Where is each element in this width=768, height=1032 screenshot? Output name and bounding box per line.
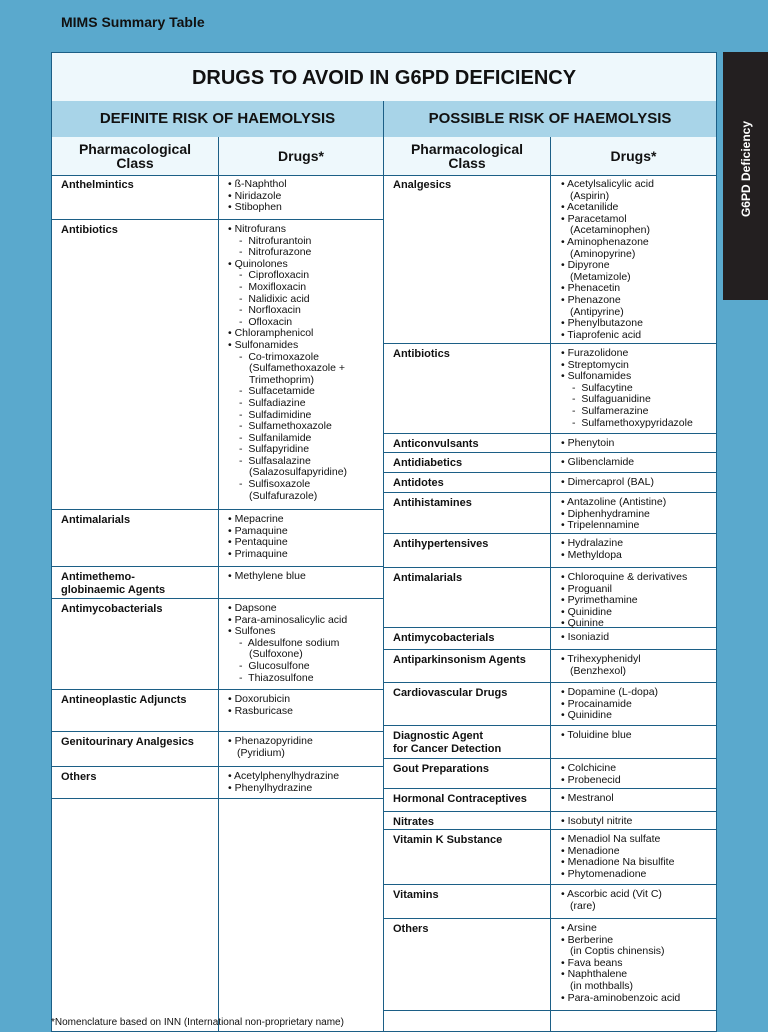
pharmacological-class: Gout Preparations bbox=[393, 763, 489, 775]
drug-item: • Fava beans bbox=[561, 958, 717, 970]
drug-list bbox=[561, 763, 717, 786]
pharmacological-class: Antimalarials bbox=[393, 572, 463, 584]
drug-item: - Sulfamethoxazole bbox=[228, 421, 388, 433]
drug-item: • Quinine bbox=[561, 618, 717, 630]
drug-item: • Furazolidone bbox=[561, 348, 717, 360]
drug-list bbox=[228, 603, 388, 684]
drug-list bbox=[228, 571, 388, 583]
table-row bbox=[384, 830, 716, 885]
drug-item: • Proguanil bbox=[561, 584, 717, 596]
drug-list bbox=[561, 348, 717, 429]
drug-item: - Sulfamethoxypyridazole bbox=[561, 418, 717, 430]
drug-item: • Streptomycin bbox=[561, 360, 717, 372]
table-row bbox=[52, 175, 383, 220]
table-row bbox=[384, 568, 716, 628]
drug-list bbox=[228, 224, 388, 502]
drug-list bbox=[228, 736, 388, 759]
section-tab[interactable] bbox=[723, 52, 768, 300]
drug-item: - Sulfadimidine bbox=[228, 410, 388, 422]
drug-item: • Mepacrine bbox=[228, 514, 388, 526]
drug-item: • Stibophen bbox=[228, 202, 388, 214]
drug-item: • Nitrofurans bbox=[228, 224, 388, 236]
table-row bbox=[384, 628, 716, 650]
drug-item: (Sulfafurazole) bbox=[249, 489, 318, 502]
drug-item: (in Coptis chinensis) bbox=[570, 945, 665, 958]
drug-item: - Ciprofloxacin bbox=[228, 270, 388, 282]
table-row bbox=[384, 919, 716, 1011]
drug-item: • Pyrimethamine bbox=[561, 595, 717, 607]
drug-item: • Procainamide bbox=[561, 699, 717, 711]
drug-item: • Paracetamol bbox=[561, 214, 717, 226]
drug-list bbox=[561, 457, 717, 469]
table-row bbox=[384, 344, 716, 434]
drug-list bbox=[561, 477, 717, 489]
drug-item: • Quinolones bbox=[228, 259, 388, 271]
possible-drugs-header: Drugs* bbox=[551, 137, 716, 176]
drug-list bbox=[561, 538, 717, 561]
drug-list bbox=[561, 793, 717, 805]
drug-list bbox=[561, 687, 717, 722]
drug-item: (Antipyrine) bbox=[570, 305, 624, 318]
pharmacological-class: Antidotes bbox=[393, 477, 444, 489]
pharmacological-class: Antihistamines bbox=[393, 497, 472, 509]
drug-item: (Salazosulfapyridine) bbox=[249, 466, 348, 479]
drug-item: • Acetylsalicylic acid bbox=[561, 179, 717, 191]
table-row bbox=[384, 534, 716, 568]
table-row bbox=[384, 650, 716, 683]
pharmacological-class: Antimalarials bbox=[61, 514, 131, 526]
table-row bbox=[52, 767, 383, 799]
pharmacological-class: Vitamins bbox=[393, 889, 439, 901]
drug-list bbox=[228, 514, 388, 560]
drug-item: • Glibenclamide bbox=[561, 457, 717, 469]
table-row bbox=[384, 493, 716, 534]
drug-item: • Sulfones bbox=[228, 626, 388, 638]
table-row bbox=[384, 683, 716, 726]
table-row bbox=[52, 599, 383, 690]
drug-item: • Phenazone bbox=[561, 295, 717, 307]
drug-item: • Naphthalene bbox=[561, 969, 717, 981]
drug-item: - Sulfadiazine bbox=[228, 398, 388, 410]
table-title: DRUGS TO AVOID IN G6PD DEFICIENCY bbox=[52, 53, 716, 102]
drug-list bbox=[561, 730, 717, 742]
drug-item: (Aspirin) bbox=[570, 189, 610, 202]
drug-item: • Acetanilide bbox=[561, 202, 717, 214]
pharmacological-class: Vitamin K Substance bbox=[393, 834, 503, 846]
table-row bbox=[52, 567, 383, 599]
drug-item: • Methylene blue bbox=[228, 571, 388, 583]
drug-item: • Phenylhydrazine bbox=[228, 783, 388, 795]
pharmacological-class: Antimethemo- globinaemic Agents bbox=[61, 571, 166, 596]
drug-list bbox=[561, 497, 717, 532]
table-row bbox=[384, 175, 716, 344]
header-label: MIMS Summary Table bbox=[61, 14, 205, 30]
table-row bbox=[384, 759, 716, 789]
drug-list bbox=[561, 923, 717, 1004]
pharmacological-class: Anticonvulsants bbox=[393, 438, 479, 450]
drug-item: • Rasburicase bbox=[228, 706, 388, 718]
table-row bbox=[52, 220, 383, 510]
drug-list bbox=[561, 834, 717, 880]
drug-item: - Sulfanilamide bbox=[228, 433, 388, 445]
drug-item: (Acetaminophen) bbox=[570, 224, 650, 237]
drug-item: • Dimercaprol (BAL) bbox=[561, 477, 717, 489]
drug-list bbox=[561, 889, 717, 912]
drug-item: (Metamizole) bbox=[570, 270, 631, 283]
drug-item: (Sulfoxone) bbox=[249, 648, 303, 661]
definite-drugs-header: Drugs* bbox=[219, 137, 383, 176]
drug-item: • Chloramphenicol bbox=[228, 328, 388, 340]
drug-item: - Nitrofurantoin bbox=[228, 236, 388, 248]
pharmacological-class: Antibiotics bbox=[393, 348, 450, 360]
drug-item: (Pyridium) bbox=[237, 746, 285, 759]
section-tab-label: G6PD Deficiency bbox=[739, 120, 753, 218]
drug-item: - Co-trimoxazole bbox=[228, 352, 388, 364]
drug-item: • Primaquine bbox=[228, 549, 388, 561]
drug-item: • Phytomenadione bbox=[561, 869, 717, 881]
drug-item: • Dopamine (L-dopa) bbox=[561, 687, 717, 699]
drug-item: • Berberine bbox=[561, 935, 717, 947]
drug-item: • Mestranol bbox=[561, 793, 717, 805]
drug-item: • Isobutyl nitrite bbox=[561, 816, 717, 828]
drug-item: • Dipyrone bbox=[561, 260, 717, 272]
drug-item: • Niridazole bbox=[228, 191, 388, 203]
drug-list bbox=[228, 694, 388, 717]
drug-item: • Para-aminobenzoic acid bbox=[561, 993, 717, 1005]
table-row bbox=[52, 510, 383, 567]
drug-item: • Quinidine bbox=[561, 607, 717, 619]
drug-item: - Sulfapyridine bbox=[228, 444, 388, 456]
drug-item: • Sulfonamides bbox=[228, 340, 388, 352]
drug-item: • Ascorbic acid (Vit C) bbox=[561, 889, 717, 901]
table-row bbox=[384, 885, 716, 919]
drug-item: - Nitrofurazone bbox=[228, 247, 388, 259]
pharmacological-class: Antidiabetics bbox=[393, 457, 463, 469]
table-row bbox=[384, 473, 716, 493]
pharmacological-class: Antihypertensives bbox=[393, 538, 489, 550]
drug-item: • Tiaprofenic acid bbox=[561, 330, 717, 342]
drug-item: • Antazoline (Antistine) bbox=[561, 497, 717, 509]
drug-item: - Sulfamerazine bbox=[561, 406, 717, 418]
pharmacological-class: Antiparkinsonism Agents bbox=[393, 654, 526, 666]
drug-item: • Colchicine bbox=[561, 763, 717, 775]
drug-item: Trimethoprim) bbox=[249, 373, 314, 386]
table-row bbox=[384, 812, 716, 830]
drug-item: • ß-Naphthol bbox=[228, 179, 388, 191]
pharmacological-class: Antimycobacterials bbox=[61, 603, 163, 615]
drug-item: • Pamaquine bbox=[228, 526, 388, 538]
drug-list bbox=[228, 771, 388, 794]
drug-item: - Glucosulfone bbox=[228, 661, 388, 673]
drug-item: • Diphenhydramine bbox=[561, 509, 717, 521]
pharmacological-class: Antineoplastic Adjuncts bbox=[61, 694, 187, 706]
pharmacological-class: Hormonal Contraceptives bbox=[393, 793, 527, 805]
drug-item: • Quinidine bbox=[561, 710, 717, 722]
pharmacological-class: Others bbox=[393, 923, 429, 935]
drug-table bbox=[51, 52, 717, 1032]
drug-item: - Sulfacytine bbox=[561, 383, 717, 395]
drug-list bbox=[561, 654, 717, 677]
drug-item: - Moxifloxacin bbox=[228, 282, 388, 294]
drug-item: • Probenecid bbox=[561, 775, 717, 787]
drug-item: (rare) bbox=[570, 899, 596, 912]
drug-item: • Dapsone bbox=[228, 603, 388, 615]
pharmacological-class: Others bbox=[61, 771, 97, 783]
drug-item: • Toluidine blue bbox=[561, 730, 717, 742]
drug-item: • Phenytoin bbox=[561, 438, 717, 450]
drug-item: • Phenazopyridine bbox=[228, 736, 388, 748]
table-row bbox=[384, 726, 716, 759]
drug-item: - Sulfacetamide bbox=[228, 386, 388, 398]
drug-item: • Phenylbutazone bbox=[561, 318, 717, 330]
drug-item: (Aminopyrine) bbox=[570, 247, 636, 260]
drug-list bbox=[228, 179, 388, 214]
pharmacological-class: Analgesics bbox=[393, 179, 452, 191]
drug-list bbox=[561, 632, 717, 644]
drug-item: • Menadione bbox=[561, 846, 717, 858]
drug-item: • Doxorubicin bbox=[228, 694, 388, 706]
possible-class-header: Pharmacological Class bbox=[384, 137, 550, 176]
pharmacological-class: Anthelmintics bbox=[61, 179, 134, 191]
drug-item: (Benzhexol) bbox=[570, 664, 627, 677]
drug-list bbox=[561, 816, 717, 828]
drug-item: • Tripelennamine bbox=[561, 520, 717, 532]
possible-risk-heading: POSSIBLE RISK OF HAEMOLYSIS bbox=[384, 101, 716, 138]
drug-item: • Aminophenazone bbox=[561, 237, 717, 249]
drug-list bbox=[561, 179, 717, 341]
drug-item: • Isoniazid bbox=[561, 632, 717, 644]
pharmacological-class: Genitourinary Analgesics bbox=[61, 736, 194, 748]
drug-item: • Para-aminosalicylic acid bbox=[228, 615, 388, 627]
drug-item: - Sulfisoxazole bbox=[228, 479, 388, 491]
table-row bbox=[384, 434, 716, 453]
pharmacological-class: Nitrates bbox=[393, 816, 434, 828]
table-row bbox=[52, 690, 383, 732]
pharmacological-class: Antimycobacterials bbox=[393, 632, 495, 644]
drug-list bbox=[561, 572, 717, 630]
definite-risk-heading: DEFINITE RISK OF HAEMOLYSIS bbox=[52, 101, 384, 138]
table-row bbox=[52, 732, 383, 767]
drug-item: • Acetylphenylhydrazine bbox=[228, 771, 388, 783]
drug-item: • Chloroquine & derivatives bbox=[561, 572, 717, 584]
drug-item: - Thiazosulfone bbox=[228, 673, 388, 685]
table-row bbox=[384, 789, 716, 812]
drug-item: • Hydralazine bbox=[561, 538, 717, 550]
table-row bbox=[384, 453, 716, 473]
definite-risk-rows bbox=[52, 175, 383, 799]
drug-item: • Arsine bbox=[561, 923, 717, 935]
drug-item: • Trihexyphenidyl bbox=[561, 654, 717, 666]
drug-item: - Norfloxacin bbox=[228, 305, 388, 317]
drug-item: - Sulfaguanidine bbox=[561, 394, 717, 406]
drug-list bbox=[561, 438, 717, 450]
drug-item: • Menadiol Na sulfate bbox=[561, 834, 717, 846]
drug-item: • Sulfonamides bbox=[561, 371, 717, 383]
drug-item: • Phenacetin bbox=[561, 283, 717, 295]
drug-item: • Menadione Na bisulfite bbox=[561, 857, 717, 869]
pharmacological-class: Diagnostic Agent for Cancer Detection bbox=[393, 730, 502, 755]
drug-item: - Ofloxacin bbox=[228, 317, 388, 329]
possible-risk-rows bbox=[384, 175, 716, 1011]
pharmacological-class: Antibiotics bbox=[61, 224, 118, 236]
drug-item: (in mothballs) bbox=[570, 979, 634, 992]
footnote: *Nomenclature based on INN (International non-proprietary name) bbox=[51, 1017, 344, 1028]
drug-item: • Methyldopa bbox=[561, 550, 717, 562]
definite-class-header: Pharmacological Class bbox=[52, 137, 218, 176]
drug-item: - Sulfasalazine bbox=[228, 456, 388, 468]
drug-item: (Sulfamethoxazole + bbox=[249, 362, 346, 375]
pharmacological-class: Cardiovascular Drugs bbox=[393, 687, 508, 699]
drug-item: - Nalidixic acid bbox=[228, 294, 388, 306]
drug-item: - Aldesulfone sodium bbox=[228, 638, 388, 650]
drug-item: • Pentaquine bbox=[228, 537, 388, 549]
